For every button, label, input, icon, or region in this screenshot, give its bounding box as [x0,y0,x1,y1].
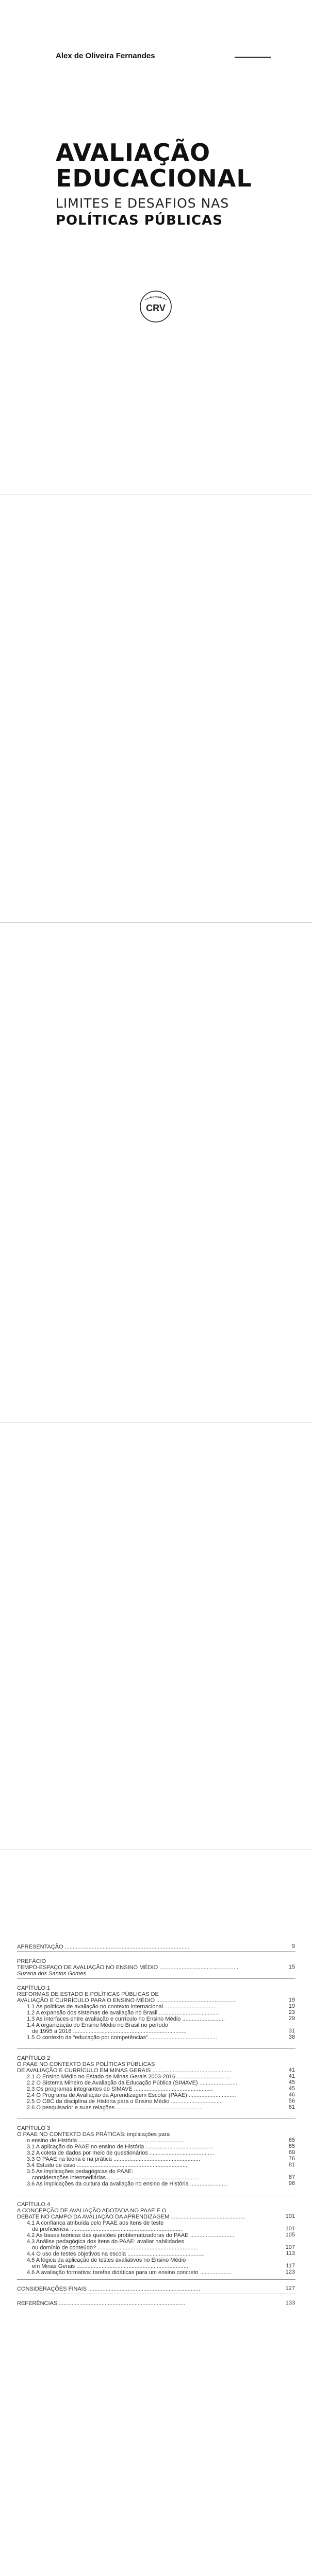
summary-entry-page: 101 [285,2213,295,2219]
summary-entry[interactable]: 2.4 O Programa de Avaliação da Aprendizagem Escolar (PAAE) .............................. [27,2092,236,2098]
cover-page [0,0,312,392]
summary-divider [17,1951,295,1952]
summary-entry-page: 19 [288,2003,295,2009]
summary-entry-page: 9 [291,1943,295,1950]
summary-divider [17,2279,295,2280]
summary-entry-page: 105 [285,2232,295,2238]
summary-entry[interactable]: O PAAE NO CONTEXTO DAS POLÍTICAS PÚBLICAS [17,2061,155,2067]
summary-entry[interactable]: AVALIAÇÃO E CURRÍCULO PARA O ENSINO MÉDIO .................................................. [17,1997,235,2004]
logo-top-text: Editora [150,295,161,299]
summary-entry-page: 61 [288,2104,295,2110]
summary-entry[interactable]: 4.6 A avaliação formativa: tarefas didáticas para um ensino concreto .................... [27,2269,232,2276]
summary-entry-page: 41 [288,2073,295,2079]
summary-entry[interactable]: TEMPO-ESPAÇO DE AVALIAÇÃO NO ENSINO MÉDIO .................................................. [17,1964,239,1971]
summary-entry-page: 23 [288,2009,295,2015]
summary-entry-page: 113 [286,2250,295,2257]
summary-entry-page: 69 [288,2149,295,2156]
summary-entry[interactable]: DE AVALIAÇÃO E CURRÍCULO EM MINAS GERAIS ................................................... [17,2067,233,2074]
summary-entry-page: 38 [288,2034,295,2040]
summary-entry-page: 41 [288,2067,295,2073]
summary-entry-page: 133 [285,2300,295,2306]
summary-entry[interactable]: 3.2 A coleta de dados por meio de questionários ......................................... [27,2150,215,2156]
summary-entry[interactable]: 2.1 O Ensino Médio no Estado de Minas Gerais 2003-2016 .................................. [27,2074,231,2080]
summary-entry[interactable]: considerações intermediárias .......................................................... [32,2175,199,2181]
summary-entry[interactable]: de proficiência ....................................................................... [32,2226,182,2232]
summary-entry[interactable]: 4.2 As bases teóricas das questões problematizadoras do PAAE ............................ [27,2232,235,2239]
summary-entry[interactable]: 1.1 As políticas de avaliação no contexto internacional ................................. [27,2004,217,2010]
summary-entry[interactable]: 2.2 O Sistema Mineiro de Avaliação da Educação Pública (SIMAVE) ......................... [27,2080,239,2086]
summary-entry-page: 31 [288,2028,295,2034]
cover-title-line2: EDUCACIONAL [56,164,252,192]
summary-page [0,1855,312,2576]
summary-entry[interactable]: CAPÍTULO 1 [17,1985,51,1991]
summary-entry-page: 29 [288,2015,295,2022]
summary-entry-page: 96 [288,2180,295,2187]
summary-entry[interactable]: 1.4 A organização do Ensino Médio no Brasil no período [27,2022,168,2028]
summary-entry-page: 65 [288,2137,295,2143]
summary-entry[interactable]: ou domínio de conteúdo? ............................................................... [32,2245,197,2251]
summary-entry-page: 15 [288,1964,295,1970]
cover-title-line1: AVALIAÇÃO [56,139,211,166]
summary-entry-page: 117 [286,2263,295,2269]
summary-entry[interactable]: 4.4 O uso de testes objetivos na escola ................................................. [27,2251,205,2257]
summary-entry[interactable]: de 1995 a 2016 ........................................................................ [32,2028,187,2035]
summary-entry[interactable]: o ensino de História .................................................................... [27,2138,186,2144]
summary-entry[interactable]: em Minas Gerais ....................................................................... [32,2263,189,2269]
catalog-page [0,948,312,1412]
summary-entry-page: 45 [288,2079,295,2086]
publisher-logo-icon [138,289,174,325]
summary-entry[interactable]: 1.2 A expansão dos sistemas de avaliação no Brasil ...................................... [27,2010,219,2016]
summary-entry[interactable]: 1.3 As interfaces entre avaliação e currículo no Ensino Médio ........................... [27,2016,225,2022]
summary-entry[interactable]: CAPÍTULO 3 [17,2125,51,2131]
page-separator [0,922,312,923]
summary-entry[interactable]: 4.3 Análise pedagógica dos itens do PAAE: avaliar habilidades [27,2239,184,2245]
summary-divider [17,1978,295,1979]
summary-entry[interactable]: PREFÁCIO [17,1958,46,1964]
summary-entry-page: 56 [288,2098,295,2104]
summary-entry-page: 19 [288,1997,295,2003]
summary-entry-page: 76 [288,2156,295,2162]
summary-entry-page: 45 [288,2086,295,2092]
summary-entry[interactable]: REFORMAS DE ESTADO E POLÍTICAS PÚBLICAS DE [17,1991,159,1997]
summary-entry[interactable]: 2.5 O CBC da disciplina de História para o Ensino Médio ................................. [27,2098,223,2105]
summary-entry[interactable]: 3.4 Estudo de caso ...................................................................... [27,2162,188,2168]
summary-entry[interactable]: APRESENTAÇÃO ............................................................................... [17,1944,190,1950]
cover-subtitle-line2: POLÍTICAS PÚBLICAS [56,213,223,228]
summary-entry[interactable]: A CONCEPÇÃO DE AVALIAÇÃO ADOTADA NO PAAE E O [17,2208,167,2214]
summary-divider [17,2048,295,2049]
summary-entry-page: 123 [285,2269,295,2275]
summary-entry[interactable]: 4.1 A confiança atribuída pelo PAAE aos itens de teste [27,2220,164,2226]
council-page [0,1437,312,1850]
summary-entry-page: 87 [288,2174,295,2180]
summary-entry[interactable]: REFERÊNCIAS ................................................................................ [17,2300,185,2307]
summary-entry[interactable]: Suzana dos Santos Gomes [17,1971,86,1977]
cover-subtitle-line1: LIMITES E DESAFIOS NAS [56,196,229,211]
summary-entry[interactable]: 2.3 Os programas integrantes do SIMAVE .................................................. [27,2086,213,2092]
summary-entry-page: 107 [285,2244,295,2250]
summary-entry[interactable]: 2.6 O pesquisador e suas relações ....................................................... [27,2105,203,2111]
logo-text: CRV [146,303,166,313]
summary-entry-page: 101 [285,2226,295,2232]
summary-entry[interactable]: CONSIDERAÇÕES FINAIS ....................................................................... [17,2286,201,2292]
summary-entry[interactable]: CAPÍTULO 4 [17,2201,51,2208]
summary-entry[interactable]: O PAAE NO CONTEXTO DAS PRÁTICAS: implicações para [17,2131,170,2138]
summary-entry[interactable]: CAPÍTULO 2 [17,2055,51,2061]
summary-entry[interactable]: 3.6 As implicações da cultura da avaliação no ensino de História ........................ [27,2181,228,2187]
cover-rule [235,57,271,58]
summary-entry-page: 127 [285,2285,295,2292]
summary-entry-page: 81 [288,2162,295,2168]
summary-entry-page: 46 [288,2092,295,2098]
summary-entry[interactable]: DEBATE NO CAMPO DA AVALIAÇÃO DA APRENDIZAGEM ............................................... [17,2214,245,2220]
summary-entry-page: 65 [288,2143,295,2149]
summary-entry[interactable]: 3.1 A aplicação do PAAE no ensino de História ........................................... [27,2144,214,2150]
title-page [0,515,312,907]
summary-entry[interactable]: 4.5 A lógica da aplicação de testes avaliativos no Ensino Médio [27,2257,186,2263]
summary-entry[interactable]: 1.5 O contexto da “educação por competências” ........................................... [27,2035,218,2041]
summary-entry[interactable]: 3.3 O PAAE na teoria e na prática ....................................................... [27,2156,201,2162]
summary-entry[interactable]: 3.5 As implicações pedagógicas do PAAE: [27,2168,134,2175]
cover-author: Alex de Oliveira Fernandes [56,52,155,60]
